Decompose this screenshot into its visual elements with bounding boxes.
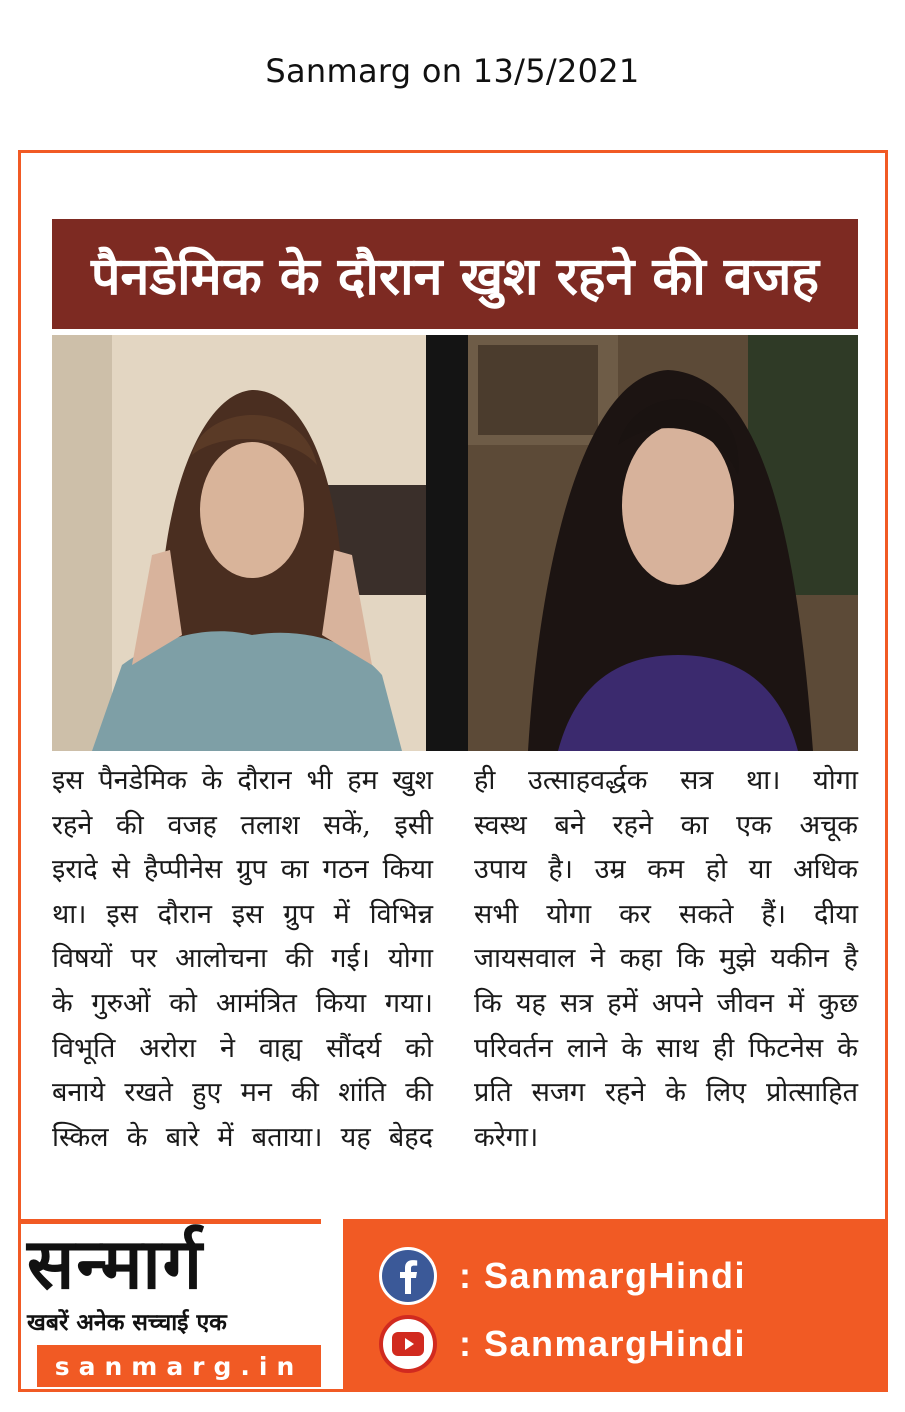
column-line: स्वस्थ बने रहने का एक अचूक: [474, 809, 858, 841]
photo-right-woman: [468, 335, 858, 751]
facebook-handle[interactable]: : SanmargHindi: [459, 1255, 747, 1296]
column-line: सभी योगा कर सकते हैं। दीया: [474, 898, 858, 930]
article-headline: पैनडेमिक के दौरान खुश रहने की वजह: [90, 246, 820, 307]
logo-tagline: खबरें अनेक सच्चाई एक: [27, 1310, 227, 1336]
youtube-row[interactable]: [379, 1315, 746, 1373]
column-line: बनाये रखते हुए मन की शांति की: [52, 1077, 433, 1109]
website-link[interactable]: sanmarg.in: [37, 1345, 321, 1387]
article-column-left: [52, 759, 433, 1160]
youtube-icon[interactable]: [379, 1315, 437, 1373]
column-line: था। इस दौरान इस ग्रुप में विभिन्न: [52, 898, 433, 930]
footer-banner: [21, 1219, 885, 1389]
column-line: जायसवाल ने कहा कि मुझे यकीन है: [474, 943, 858, 975]
newspaper-clipping: [18, 150, 888, 1392]
logo-wordmark: सन्मार्ग: [27, 1223, 204, 1305]
youtube-handle[interactable]: : SanmargHindi: [459, 1323, 747, 1364]
page-caption: Sanmarg on 13/5/2021: [265, 52, 640, 90]
column-line: विभूति अरोरा ने वाह्य सौंदर्य को: [52, 1032, 433, 1064]
column-line: उपाय है। उम्र कम हो या अधिक: [474, 854, 858, 886]
column-line: कि यह सत्र हमें अपने जीवन में कुछ: [474, 987, 858, 1019]
photo-left-woman: [52, 335, 426, 751]
photo-right-illustration: [468, 335, 858, 751]
column-line: के गुरुओं को आमंत्रित किया गया।: [52, 987, 433, 1019]
column-line: इरादे से हैप्पीनेस ग्रुप का गठन किया: [52, 854, 433, 886]
youtube-glyph: [392, 1332, 424, 1356]
photo-divider: [426, 335, 468, 751]
social-panel: [343, 1219, 885, 1389]
column-line: रहने की वजह तलाश सकें, इसी: [52, 809, 433, 841]
photo-left-illustration: [52, 335, 426, 751]
column-line: परिवर्तन लाने के साथ ही फिटनेस के: [474, 1032, 858, 1064]
column-line: प्रति सजग रहने के लिए प्रोत्साहित: [474, 1077, 858, 1109]
column-line: इस पैनडेमिक के दौरान भी हम खुश: [52, 765, 433, 796]
headline-bar: [52, 219, 858, 329]
facebook-row[interactable]: [379, 1247, 746, 1305]
sanmarg-logo: [21, 1219, 343, 1389]
column-line: करेगा।: [474, 1121, 539, 1153]
article-column-right: [474, 759, 858, 1160]
column-line: स्किल के बारे में बताया। यह बेहद: [52, 1121, 433, 1153]
column-line: विषयों पर आलोचना की गई। योगा: [52, 943, 433, 975]
facebook-glyph: [393, 1258, 423, 1294]
column-line: ही उत्साहवर्द्धक सत्र था। योगा: [474, 765, 858, 796]
facebook-icon[interactable]: [379, 1247, 437, 1305]
